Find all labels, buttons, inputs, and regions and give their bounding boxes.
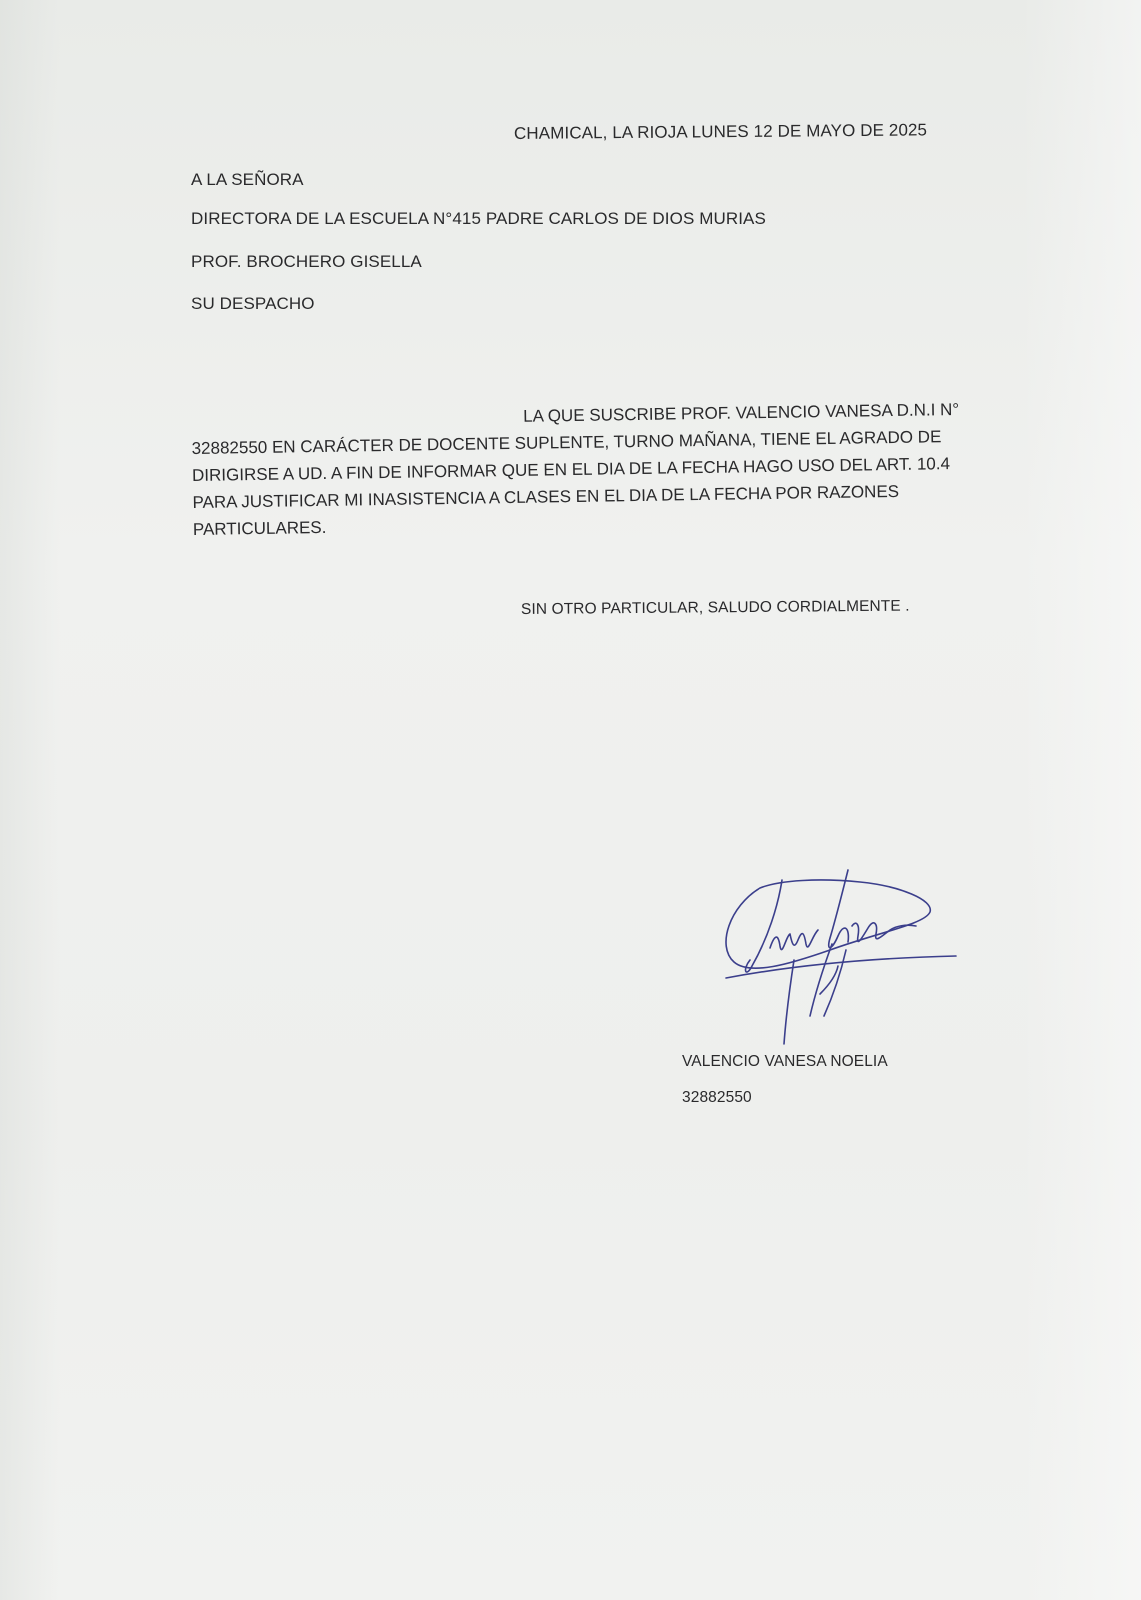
addressee-line-1: A LA SEÑORA (191, 170, 304, 189)
body-line: PARA JUSTIFICAR MI INASISTENCIA A CLASES EN EL DIA DE LA FECHA POR RAZONES (192, 481, 900, 512)
letter-body (191, 396, 963, 543)
addressee-line-4: SU DESPACHO (191, 294, 315, 313)
closing-line: SIN OTRO PARTICULAR, SALUDO CORDIALMENTE . (520, 597, 910, 618)
body-line: LA QUE SUSCRIBE PROF. VALENCIO VANESA D.N.I N° (523, 399, 960, 426)
signatory-dni: 32882550 (682, 1089, 752, 1106)
signatory-name: VALENCIO VANESA NOELIA (682, 1053, 888, 1070)
addressee-line-3: PROF. BROCHERO GISELLA (191, 252, 422, 271)
paper-shadow-right (1021, 0, 1141, 1600)
paper-shadow-left (0, 0, 60, 1600)
body-line: PARTICULARES. (192, 517, 327, 539)
addressee-line-2: DIRECTORA DE LA ESCUELA N°415 PADRE CARLOS DE DIOS MURIAS (191, 209, 766, 228)
place-date: CHAMICAL, LA RIOJA LUNES 12 DE MAYO DE 2025 (513, 120, 928, 143)
body-line: 32882550 EN CARÁCTER DE DOCENTE SUPLENTE, TURNO MAÑANA, TIENE EL AGRADO DE (191, 427, 942, 458)
body-line: DIRIGIRSE A UD. A FIN DE INFORMAR QUE EN EL DIA DE LA FECHA HAGO USO DEL ART. 10.4 (191, 454, 951, 485)
handwritten-signature (720, 866, 960, 1046)
